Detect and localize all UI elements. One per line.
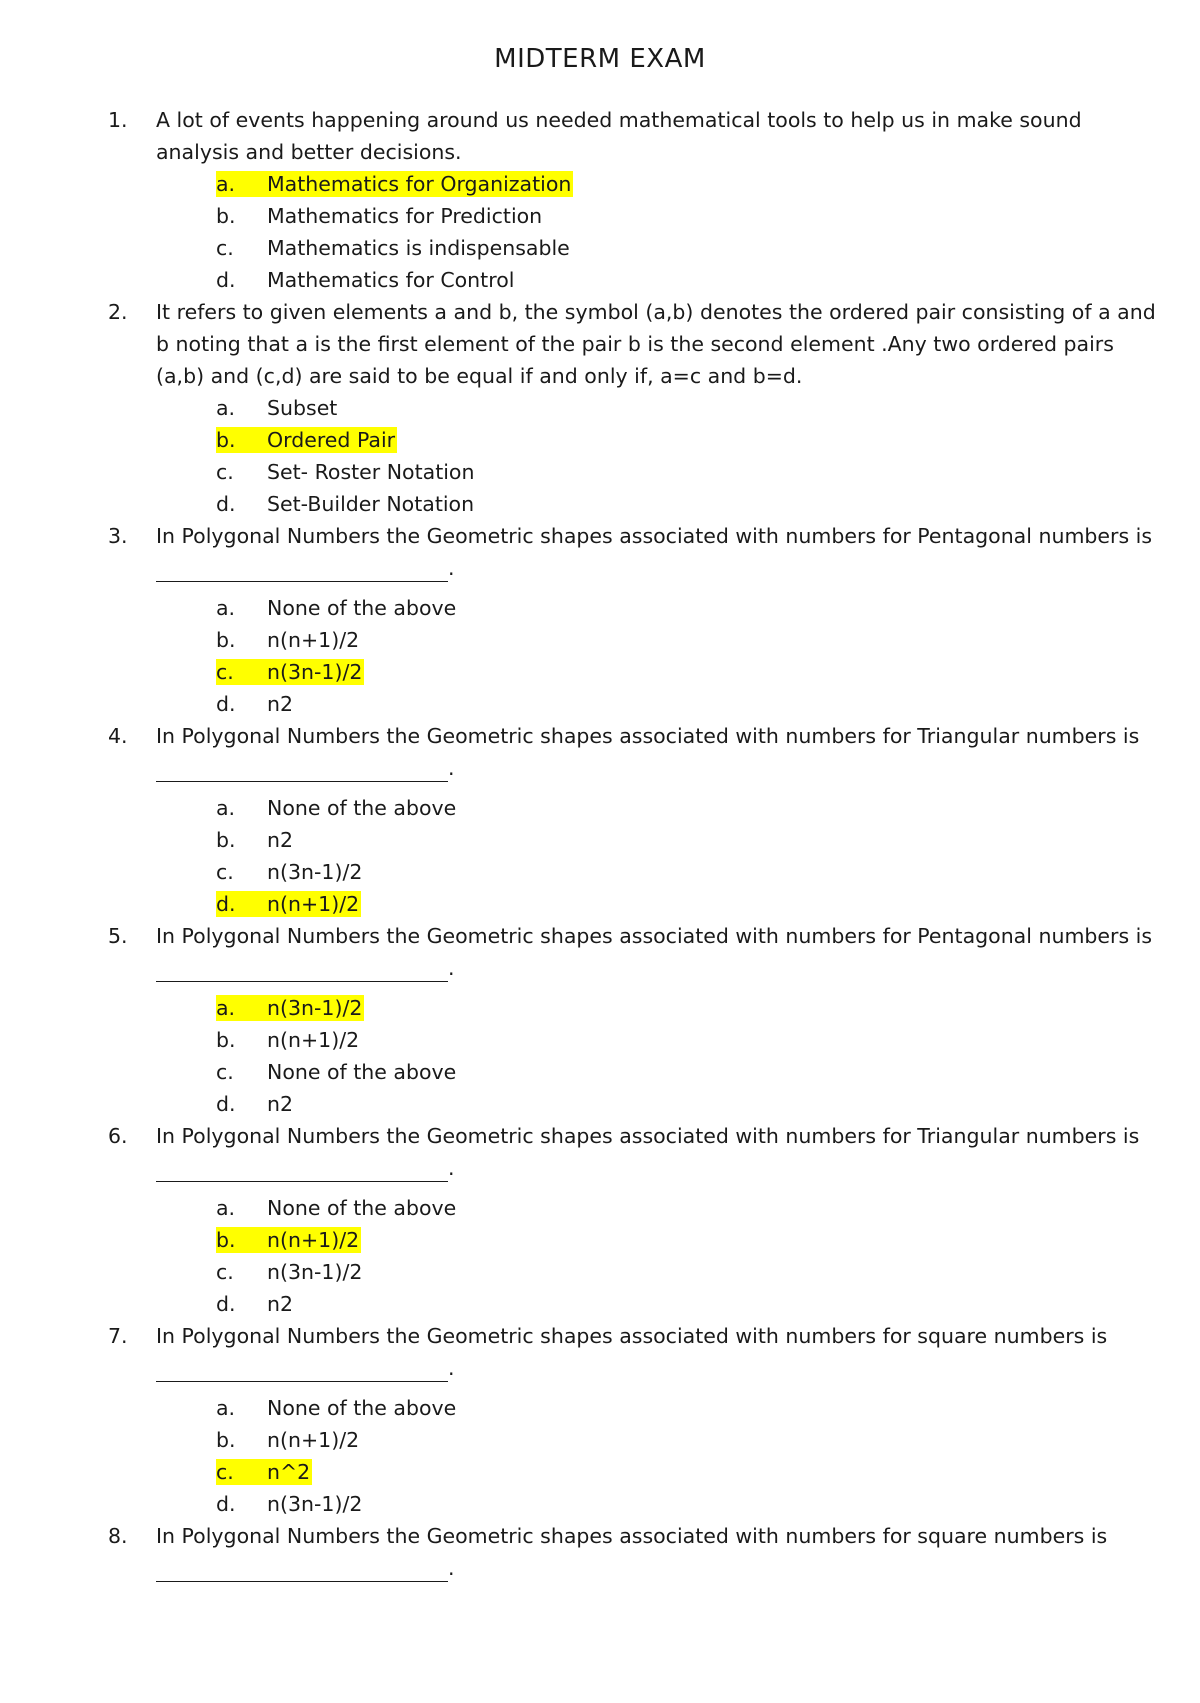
question-end-period: .: [448, 1356, 455, 1380]
choice-letter: d.: [216, 1092, 236, 1116]
choice-text: n^2: [267, 1460, 311, 1484]
question-4: [108, 720, 1168, 920]
choice-text: n(3n-1)/2: [267, 860, 363, 884]
choice-text: Set- Roster Notation: [267, 460, 475, 484]
question-6: [108, 1120, 1168, 1320]
choice-letter: d.: [216, 268, 236, 292]
choice-letter: d.: [216, 892, 236, 916]
question-number: 3.: [108, 524, 128, 548]
choice-letter: c.: [216, 860, 234, 884]
choice-content: [216, 1291, 295, 1317]
question-stem: A lot of events happening around us needed mathematical tools to help us in make sound analysis and better decisions.: [156, 108, 1082, 164]
question-stem: In Polygonal Numbers the Geometric shapes associated with numbers for square numbers is: [156, 1524, 1108, 1548]
choice-text: n2: [267, 828, 294, 852]
choice-item: [216, 200, 1168, 232]
choice-item: [216, 792, 1168, 824]
choice-text: None of the above: [267, 1060, 457, 1084]
choice-content: [216, 203, 544, 229]
highlighted-answer: [216, 995, 364, 1021]
choice-content: [216, 1427, 361, 1453]
choice-item: [216, 232, 1168, 264]
highlighted-answer: [216, 659, 364, 685]
choice-item: [216, 1424, 1168, 1456]
answer-blank-line: [156, 957, 448, 982]
choice-item: [216, 1456, 1168, 1488]
choice-letter: d.: [216, 492, 236, 516]
choice-item: [216, 1056, 1168, 1088]
question-1: [108, 104, 1168, 296]
choice-text: n2: [267, 1092, 294, 1116]
question-stem: In Polygonal Numbers the Geometric shapes associated with numbers for square numbers is: [156, 1324, 1108, 1348]
question-text: [156, 920, 1168, 984]
choice-item: [216, 456, 1168, 488]
question-7: [108, 1320, 1168, 1520]
choice-letter: c.: [216, 1060, 234, 1084]
choice-letter: a.: [216, 396, 236, 420]
question-stem: In Polygonal Numbers the Geometric shapes associated with numbers for Pentagonal numbers is: [156, 924, 1153, 948]
choice-text: n(n+1)/2: [267, 1228, 360, 1252]
question-stem: In Polygonal Numbers the Geometric shapes associated with numbers for Triangular numbers is: [156, 724, 1140, 748]
choice-text: n(3n-1)/2: [267, 1260, 363, 1284]
choice-letter: d.: [216, 692, 236, 716]
answer-blank-line: [156, 557, 448, 582]
choice-letter: c.: [216, 1460, 234, 1484]
question-text: [156, 1520, 1168, 1584]
choice-letter: a.: [216, 1196, 236, 1220]
choice-letter: a.: [216, 1396, 236, 1420]
question-number: 4.: [108, 724, 128, 748]
choice-item: [216, 392, 1168, 424]
choice-letter: d.: [216, 1292, 236, 1316]
highlighted-answer: [216, 171, 573, 197]
question-end-period: .: [448, 556, 455, 580]
question-end-period: .: [448, 756, 455, 780]
choice-text: None of the above: [267, 596, 457, 620]
choice-item: [216, 624, 1168, 656]
highlighted-answer: [216, 1227, 361, 1253]
choice-letter: b.: [216, 204, 236, 228]
choice-text: None of the above: [267, 1196, 457, 1220]
choice-text: Mathematics for Prediction: [267, 204, 543, 228]
choice-list: [156, 168, 1168, 296]
question-8: [108, 1520, 1168, 1584]
choice-list: [156, 992, 1168, 1120]
choice-text: n(n+1)/2: [267, 1428, 360, 1452]
choice-letter: c.: [216, 660, 234, 684]
choice-text: n(3n-1)/2: [267, 660, 363, 684]
question-end-period: .: [448, 1156, 455, 1180]
choice-item: [216, 1192, 1168, 1224]
choice-content: [216, 1091, 295, 1117]
choice-list: [156, 592, 1168, 720]
question-number: 8.: [108, 1524, 128, 1548]
question-5: [108, 920, 1168, 1120]
highlighted-answer: [216, 1459, 312, 1485]
choice-list: [156, 1392, 1168, 1520]
choice-text: n2: [267, 692, 294, 716]
choice-text: Subset: [267, 396, 338, 420]
choice-content: [216, 267, 516, 293]
question-stem: In Polygonal Numbers the Geometric shapes associated with numbers for Pentagonal numbers is: [156, 524, 1153, 548]
question-text: [156, 1120, 1168, 1184]
choice-text: Set-Builder Notation: [267, 492, 475, 516]
choice-item: [216, 424, 1168, 456]
choice-item: [216, 688, 1168, 720]
choice-list: [156, 792, 1168, 920]
choice-content: [216, 459, 476, 485]
choice-content: [216, 395, 339, 421]
choice-content: [216, 795, 458, 821]
choice-content: [216, 627, 361, 653]
choice-text: Ordered Pair: [267, 428, 396, 452]
question-number: 5.: [108, 924, 128, 948]
choice-content: [216, 827, 295, 853]
question-list: [108, 104, 1168, 1584]
choice-letter: a.: [216, 796, 236, 820]
question-number: 7.: [108, 1324, 128, 1348]
choice-item: [216, 1088, 1168, 1120]
question-text: [156, 1320, 1168, 1384]
choice-item: [216, 1392, 1168, 1424]
choice-item: [216, 992, 1168, 1024]
choice-item: [216, 1256, 1168, 1288]
choice-text: None of the above: [267, 1396, 457, 1420]
choice-content: [216, 691, 295, 717]
choice-content: [216, 1195, 458, 1221]
choice-content: [216, 1259, 364, 1285]
choice-letter: b.: [216, 628, 236, 652]
choice-text: Mathematics is indispensable: [267, 236, 570, 260]
question-3: [108, 520, 1168, 720]
question-end-period: .: [448, 956, 455, 980]
choice-letter: c.: [216, 460, 234, 484]
choice-letter: a.: [216, 596, 236, 620]
choice-content: [216, 1395, 458, 1421]
choice-item: [216, 824, 1168, 856]
choice-letter: b.: [216, 1428, 236, 1452]
question-2: [108, 296, 1168, 520]
choice-text: n(n+1)/2: [267, 1028, 360, 1052]
choice-letter: b.: [216, 828, 236, 852]
choice-item: [216, 656, 1168, 688]
choice-letter: b.: [216, 428, 236, 452]
choice-content: [216, 491, 476, 517]
choice-content: [216, 859, 364, 885]
choice-item: [216, 1024, 1168, 1056]
choice-letter: c.: [216, 1260, 234, 1284]
choice-item: [216, 488, 1168, 520]
choice-item: [216, 1224, 1168, 1256]
choice-item: [216, 592, 1168, 624]
choice-text: n2: [267, 1292, 294, 1316]
highlighted-answer: [216, 891, 361, 917]
choice-item: [216, 1488, 1168, 1520]
choice-item: [216, 168, 1168, 200]
choice-item: [216, 888, 1168, 920]
choice-text: n(n+1)/2: [267, 628, 360, 652]
choice-letter: b.: [216, 1228, 236, 1252]
choice-text: n(3n-1)/2: [267, 996, 363, 1020]
choice-text: Mathematics for Organization: [267, 172, 572, 196]
choice-content: [216, 595, 458, 621]
question-stem: In Polygonal Numbers the Geometric shapes associated with numbers for Triangular numbers is: [156, 1124, 1140, 1148]
choice-content: [216, 235, 572, 261]
choice-letter: b.: [216, 1028, 236, 1052]
question-number: 1.: [108, 108, 128, 132]
choice-item: [216, 264, 1168, 296]
question-text: [156, 720, 1168, 784]
page-title: MIDTERM EXAM: [494, 44, 706, 74]
question-text: [156, 104, 1168, 168]
choice-letter: d.: [216, 1492, 236, 1516]
question-number: 2.: [108, 300, 128, 324]
choice-text: n(3n-1)/2: [267, 1492, 363, 1516]
choice-letter: c.: [216, 236, 234, 260]
choice-text: n(n+1)/2: [267, 892, 360, 916]
choice-content: [216, 1491, 364, 1517]
choice-text: None of the above: [267, 796, 457, 820]
answer-blank-line: [156, 1157, 448, 1182]
choice-content: [216, 1027, 361, 1053]
choice-letter: a.: [216, 172, 236, 196]
choice-list: [156, 392, 1168, 520]
answer-blank-line: [156, 1357, 448, 1382]
question-text: [156, 296, 1168, 392]
choice-content: [216, 1059, 458, 1085]
choice-item: [216, 856, 1168, 888]
choice-letter: a.: [216, 996, 236, 1020]
choice-item: [216, 1288, 1168, 1320]
answer-blank-line: [156, 757, 448, 782]
choice-list: [156, 1192, 1168, 1320]
question-end-period: .: [448, 1556, 455, 1580]
question-text: [156, 520, 1168, 584]
answer-blank-line: [156, 1557, 448, 1582]
highlighted-answer: [216, 427, 397, 453]
question-stem: It refers to given elements a and b, the symbol (a,b) denotes the ordered pair consisting of a and b noting that a is the first element of the pair b is the second element .Any two ordered pairs (a,b) and (c,d) are said to be equal if and only if, a=c and b=d.: [156, 300, 1156, 388]
choice-text: Mathematics for Control: [267, 268, 515, 292]
question-number: 6.: [108, 1124, 128, 1148]
